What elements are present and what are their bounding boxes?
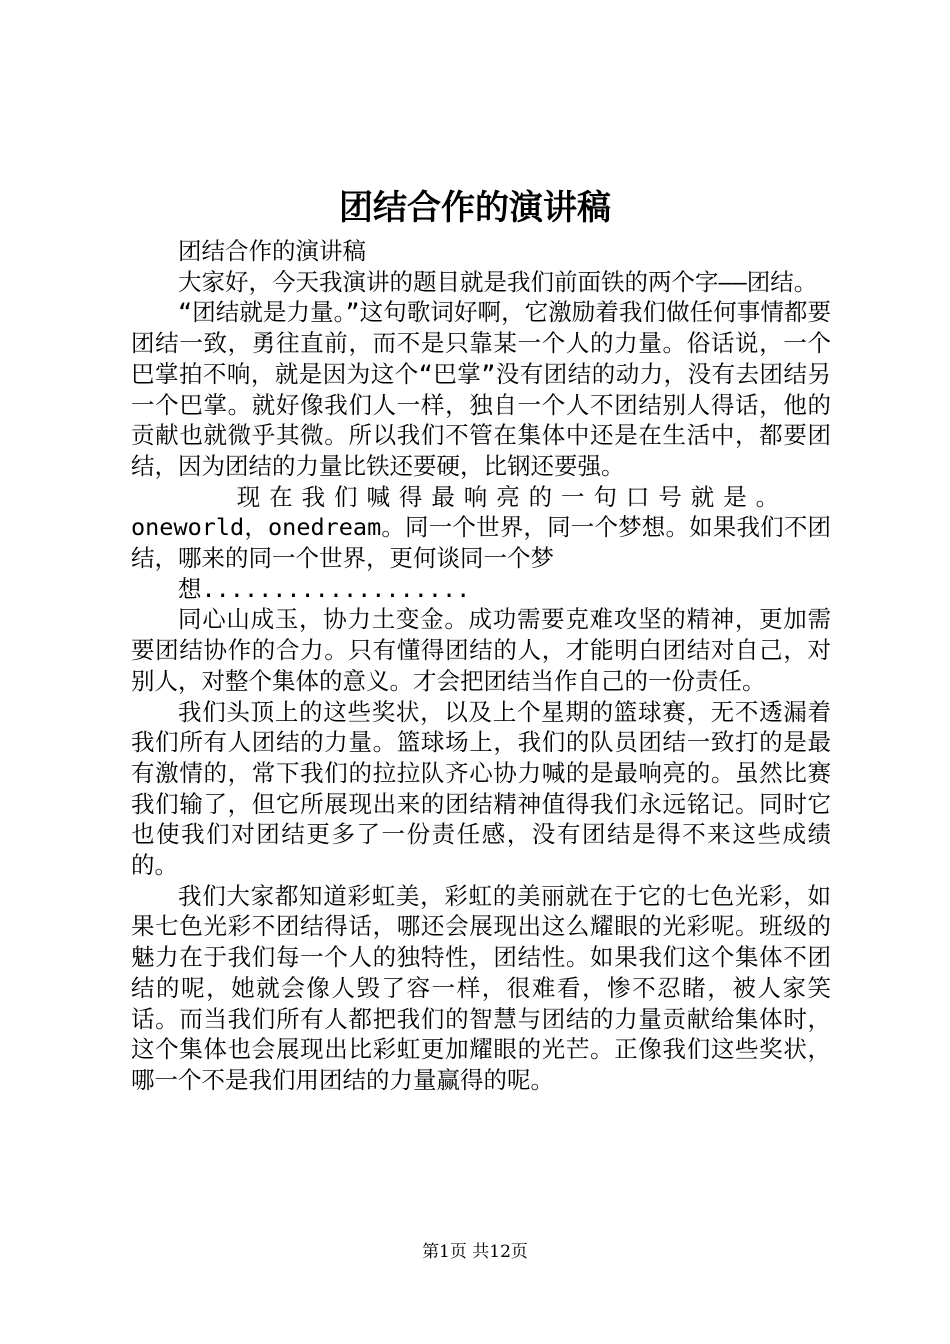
paragraph-subtitle: 团结合作的演讲稿 (178, 237, 366, 265)
paragraph-basketball: 我们头顶上的这些奖状，以及上个星期的篮球赛，无不透漏着我们所有人团结的力量。篮球场上，我们的队员团结一致打的是最有激情的，常下我们的拉拉队齐心协力喊的是最响亮的。虽然比赛我们输了，但它所展现出来的团结精神值得我们永远铭记。同时它也使我们对团结更多了一份责任感，没有团结是得不来这些成绩的。 (131, 697, 831, 880)
paragraph-rainbow: 我们大家都知道彩虹美，彩虹的美丽就在于它的七色光彩，如果七色光彩不团结得话，哪还会展现出这么耀眼的光彩呢。班级的魅力在于我们每一个人的独特性，团结性。如果我们这个集体不团结的呢，她就会像人毁了容一样，很难看，惨不忍睹，被人家笑话。而当我们所有人都把我们的智慧与团结的力量贡献给集体时，这个集体也会展现出比彩虹更加耀眼的光芒。正像我们这些奖状，哪一个不是我们用团结的力量赢得的呢。 (131, 881, 831, 1094)
paragraph-unity-strength: “团结就是力量。”这句歌词好啊，它激励着我们做任何事情都要团结一致，勇往直前，而不是只靠某一个人的力量。俗话说，一个巴掌拍不响，就是因为这个“巴掌”没有团结的动力，没有去团结另一个巴掌。就好像我们人一样，独自一个人不团结别人得话，他的贡献也就微乎其微。所以我们不管在集体中还是在生活中，都要团结，因为团结的力量比铁还要硬，比钢还要强。 (131, 298, 831, 480)
document-body (131, 236, 831, 1096)
page-number: 第1页 共12页 (422, 1242, 528, 1262)
paragraph-greeting: 大家好，今天我演讲的题目就是我们前面铁的两个字——团结。 (178, 267, 818, 296)
paragraph-slogan-intro: 现在我们喊得最响亮的一句口号就是。 (236, 482, 789, 511)
paragraph-slogan: oneworld，onedream。同一个世界，同一个梦想。如果我们不团结，哪来的同一个世界，更何谈同一个梦 (131, 513, 831, 573)
paragraph-teamwork: 同心山成玉，协力土变金。成功需要克难攻坚的精神，更加需要团结协作的合力。只有懂得团结的人，才能明白团结对自己，对别人，对整个集体的意义。才会把团结当作自己的一份责任。 (131, 605, 831, 695)
paragraph-dream-tail: 想................... (178, 574, 471, 603)
document-title: 团结合作的演讲稿 (339, 188, 611, 228)
